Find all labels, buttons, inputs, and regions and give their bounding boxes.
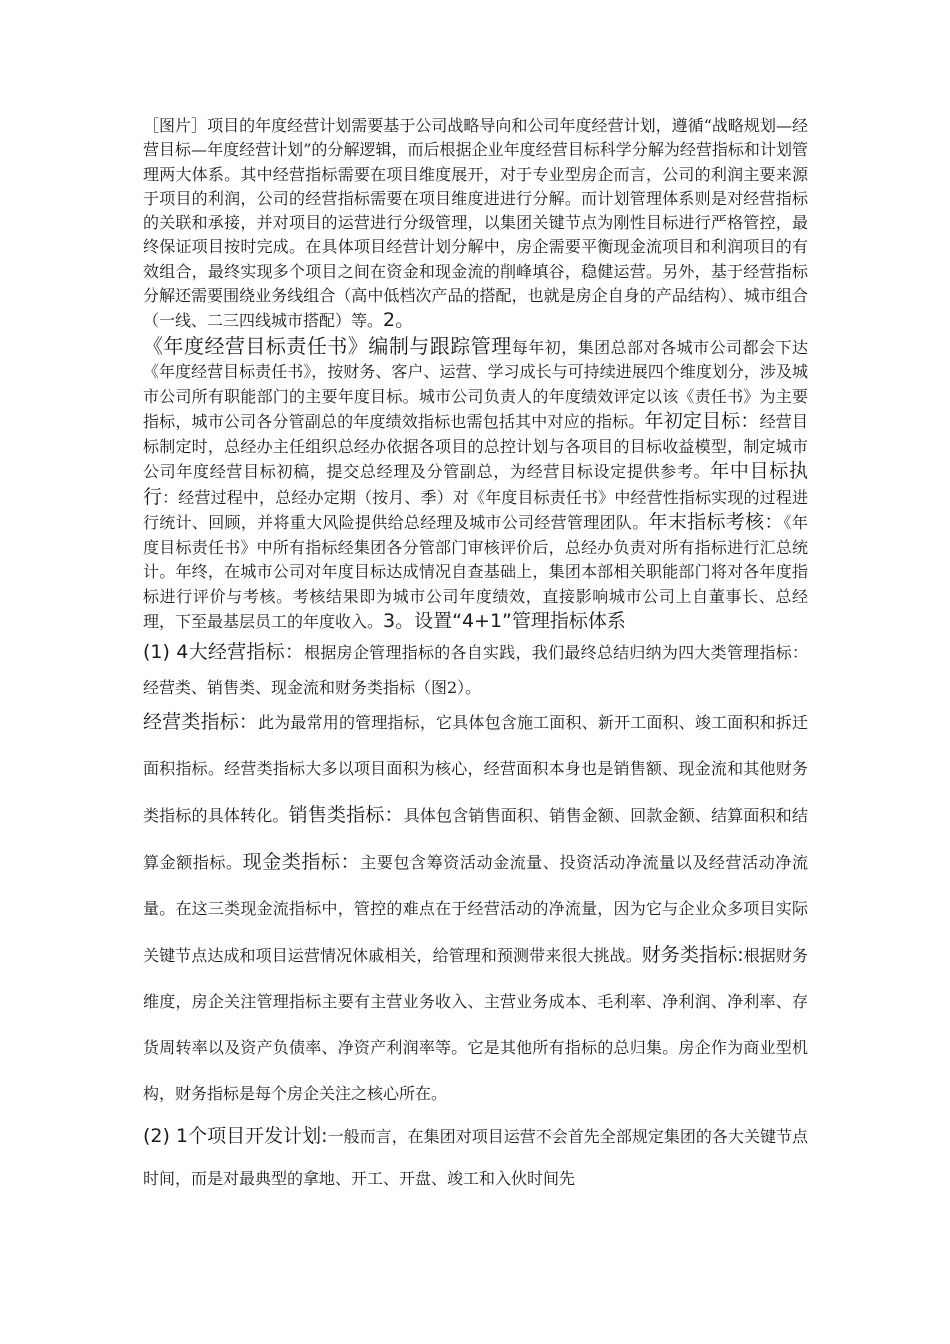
paragraph-text: ［图片］项目的年度经营计划需要基于公司战略导向和公司年度经营计划，遵循“战略规划—经营目标—年度经营计划”的分解逻辑，而后根据企业年度经营目标科学分解为经营指标和计划管理两大体系。其中经营指标需要在项目维度展开，对于专业型房企而言，公司的利润主要来源于项目的利润，公司的经营指标需要在项目维度进进行分解。而计划管理体系则是对经营指标的关联和承接，并对项目的运营进行分级管理，以集团关键节点为刚性目标进行严格管控，最终保证项目按时完成。在具体项目经营计划分解中，房企需要平衡现金流项目和利润项目的有效组合，最终实现多个项目之间在资金和现金流的削峰填谷，稳健运营。另外，基于经营指标分解还需要围绕业务线组合（高中低档次产品的搭配，也就是房企自身的产品结构）、城市组合（一线、二三四线城市搭配）等。 — [143, 116, 808, 331]
subheading-end: 年末指标考核： — [648, 511, 784, 534]
paragraph-text: 每年初，集团总部对各城市公司都会下达《年度经营目标责任书》，按财务、客户、运营、学习成长与可持续进展四个维度划分，涉及城市公司所有职能部门的主要年度目标。城市公司负责人的年度绩效评定以该《责任书》为主要指标，城市公司各分管副总的年度绩效指标也需包括其中对应的指标。 — [143, 337, 809, 432]
paragraph-text: 根据房企管理指标的各自实践，我们最终总结归纳为四大类管理指标：经营类、销售类、现金流和财务类指标（图2）。 — [143, 642, 808, 697]
section-heading: 《年度经营目标责任书》编制与跟踪管理 — [143, 333, 512, 358]
paragraph-four-indicators — [143, 635, 808, 705]
paragraph-annual-plan — [143, 114, 808, 334]
paragraph-text: 此为最常用的管理指标，它具体包含施工面积、新开工面积、竣工面积和拆迁面积指标。经营类指标大多以项目面积为核心，经营面积本身也是销售额、现金流和其他财务类指标的具体转化。 — [143, 712, 808, 825]
paragraph-text: 经营目标制定时，总经办主任组织总经办依据各项目的总控计划与各项目的目标收益模型，制定城市公司年度经营目标初稿，提交总经理及分管副总，为经营目标设定提供参考。 — [143, 412, 808, 482]
section-number: 2。 — [383, 309, 415, 332]
subheading-initial: 年初定目标： — [644, 410, 760, 433]
section-heading: 3。设置“4+1”管理指标体系 — [383, 610, 626, 633]
paragraph-dev-plan — [143, 1115, 808, 1200]
paragraph-text: ：经营过程中，总经办定期（按月、季）对《年度目标责任书》中经营性指标实现的过程进行统计、回顾，并将重大风险提供给总经理及城市公司经营管理团队。 — [143, 487, 808, 533]
subheading-ops: 经营类指标： — [143, 710, 259, 733]
paragraph-text: 《年度目标责任书》中所有指标经集团各分管部门审核评价后，总经办负责对所有指标进行汇总统计。年终，在城市公司对年度目标达成情况自查基础上，集团本部相关职能部门将对各年度指标进行评价与考核。考核结果即为城市公司年度绩效，直接影响城市公司上自董事长、总经理，下至最基层员工的年度收入。 — [143, 513, 808, 632]
paragraph-text: 主要包含筹资活动金流量、投资活动净流量以及经营活动净流量。在这三类现金流指标中，管控的难点在于经营活动的净流量，因为它与企业众多项目实际关键节点达成和项目运营情况休戚相关，给管理和预测带来很大挑战。 — [143, 852, 808, 965]
paragraph-indicator-types — [143, 699, 808, 1117]
subheading-mid: 年中目标执行 — [143, 460, 808, 508]
subheading-cash: 现金类指标： — [242, 850, 361, 873]
subsection-heading: (2) 1个项目开发计划: — [143, 1124, 328, 1147]
paragraph-text: 具体包含销售面积、销售金额、回款金额、结算面积和结算金额指标。 — [143, 805, 808, 872]
subheading-finance: 财务类指标: — [641, 943, 744, 966]
subsection-heading: (1) 4大经营指标： — [143, 640, 305, 663]
document-body — [143, 114, 808, 1200]
paragraph-text: 一般而言，在集团对项目运营不会首先全部规定集团的各大关键节点时间，而是对最典型的拿地、开工、开盘、竣工和入伙时间先 — [143, 1126, 808, 1188]
paragraph-text: 根据财务维度，房企关注管理指标主要有主营业务收入、主营业务成本、毛利率、净利润、净利率、存货周转率以及资产负债率、净资产利润率等。它是其他所有指标的总归集。房企作为商业型机构，财务指标是每个房企关注之核心所在。 — [143, 945, 808, 1103]
paragraph-responsibility — [143, 334, 808, 635]
subheading-sales: 销售类指标： — [288, 803, 404, 826]
